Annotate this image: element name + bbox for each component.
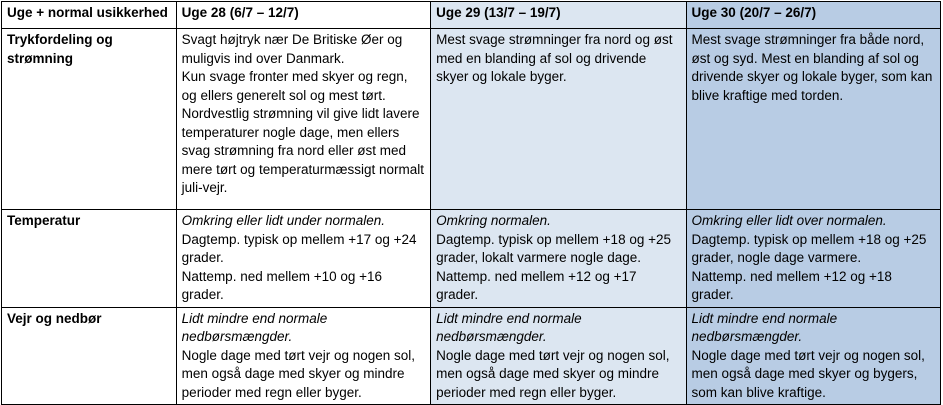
forecast-table-wrapper: [1, 1, 941, 405]
header-row: [2, 2, 941, 29]
cell-paragraph: Nogle dage med tørt vejr og nogen sol, men også dage med skyer og mindre perioder med regn eller byger.: [436, 347, 670, 400]
cell-paragraph: Mest svage strømninger fra nord og øst med en blanding af sol og drivende skyer og lokale byger.: [436, 32, 673, 84]
row-label-temperature: Temperatur: [2, 210, 177, 308]
cell-paragraph: Dagtemp. typisk op mellem +18 og +25 grader, nogle dage varmere.: [691, 231, 927, 265]
row-weather-precip: [2, 307, 941, 405]
cell-paragraph: Omkring normalen.: [436, 213, 551, 228]
cell-pressure-week28: [176, 29, 430, 210]
cell-paragraph: Omkring eller lidt under normalen.: [181, 213, 386, 228]
cell-temperature-week30: [686, 210, 940, 308]
cell-paragraph: Lidt mindre end normale nedbørsmængder.: [181, 310, 328, 344]
cell-paragraph: Nogle dage med tørt vejr og nogen sol, men også dage med skyer og mindre perioder med regn eller byger.: [181, 347, 416, 400]
row-label-weather-precip: Vejr og nedbør: [2, 307, 177, 405]
row-temperature: [2, 210, 941, 308]
cell-paragraph: Mest svage strømninger fra både nord, øst og syd. Mest en blanding af sol og drivende skyer og lokale byger, som kan blive kraftige med torden.: [691, 32, 933, 103]
cell-pressure-week30: [686, 29, 940, 210]
cell-paragraph: Nattemp. ned mellem +10 og +16 grader.: [181, 268, 383, 302]
cell-weather-week29: [431, 307, 686, 405]
cell-temperature-week29: [431, 210, 686, 308]
forecast-table: [1, 1, 941, 405]
cell-paragraph: Nattemp. ned mellem +12 og +17 grader.: [436, 268, 637, 302]
cell-paragraph: Nordvestlig strømning vil give lidt lavere temperaturer nogle dage, men ellers svag strømning fra nord eller øst med mere tørt og temperaturmæssigt normalt juli-vejr.: [181, 106, 424, 195]
cell-weather-week30: [686, 307, 940, 405]
row-label-pressure-flow: Trykfordeling og strømning: [2, 29, 177, 210]
cell-paragraph: Dagtemp. typisk op mellem +18 og +25 grader, lokalt varmere nogle dage.: [436, 231, 671, 265]
cell-paragraph: Dagtemp. typisk op mellem +17 og +24 grader.: [181, 231, 417, 265]
cell-paragraph: Omkring eller lidt over normalen.: [691, 213, 887, 228]
cell-paragraph: Lidt mindre end normale nedbørsmængder.: [691, 310, 838, 344]
cell-paragraph: Nogle dage med tørt vejr og nogen sol, men også dage med skyer og bygers, som kan blive kraftige.: [691, 347, 925, 400]
header-week29-cell: Uge 29 (13/7 – 19/7): [431, 2, 686, 29]
cell-paragraph: Kun svage fronter med skyer og regn, og ellers generelt sol og mest tørt.: [181, 69, 408, 103]
cell-paragraph: Svagt højtryk nær De Britiske Øer og muligvis ind over Danmark.: [181, 32, 403, 66]
cell-paragraph: Nattemp. ned mellem +12 og +18 grader.: [691, 268, 892, 302]
header-label-cell: Uge + normal usikkerhed: [2, 2, 177, 29]
cell-paragraph: Lidt mindre end normale nedbørsmængder.: [436, 310, 582, 344]
cell-pressure-week29: [431, 29, 686, 210]
cell-temperature-week28: [176, 210, 430, 308]
header-week30-cell: Uge 30 (20/7 – 26/7): [686, 2, 940, 29]
header-week28-cell: Uge 28 (6/7 – 12/7): [176, 2, 430, 29]
cell-weather-week28: [176, 307, 430, 405]
row-pressure-flow: [2, 29, 941, 210]
